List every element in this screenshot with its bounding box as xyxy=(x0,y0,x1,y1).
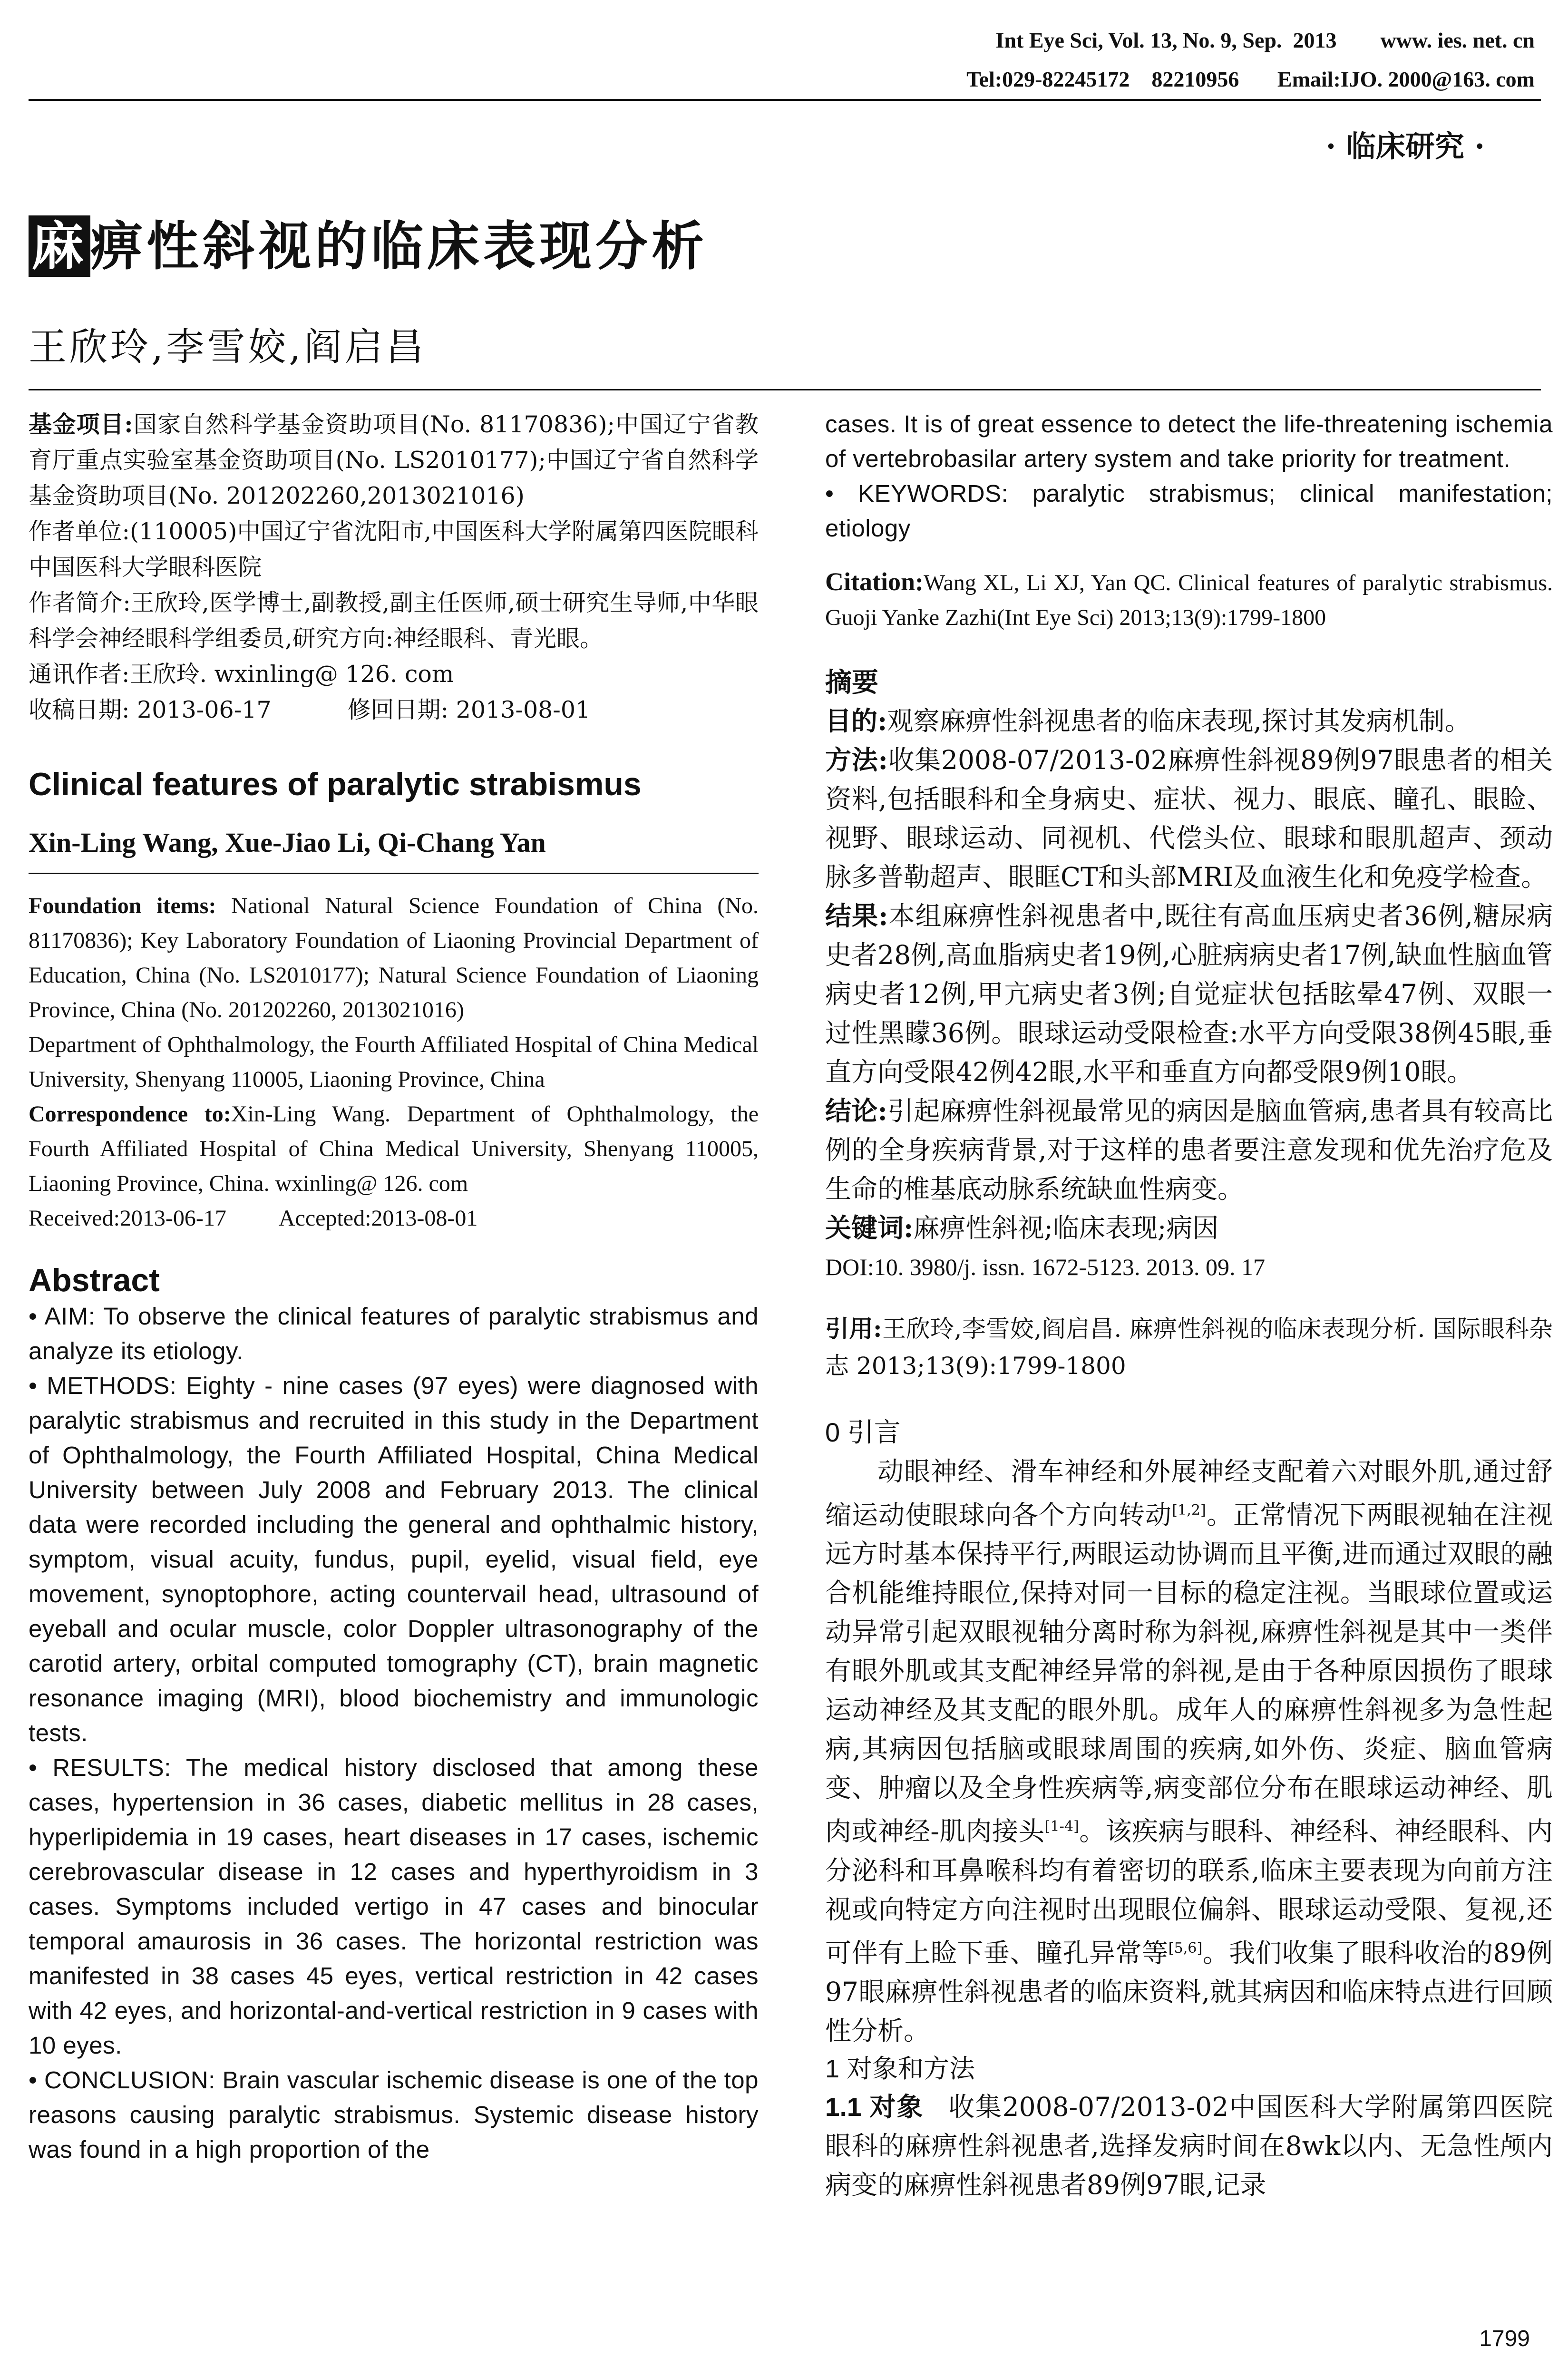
cn-abstract-heading: 摘要 xyxy=(825,667,878,698)
cn-abstract-conclusion: 结论:引起麻痹性斜视最常见的病因是脑血管病,患者具有较高比例的全身疾病背景,对于这样的患者要注意发现和优先治疗危及生命的椎基底动脉系统缺血性病变。 xyxy=(825,1095,1553,1204)
intro-heading: 0 引言 xyxy=(825,1417,901,1447)
abstract-heading: Abstract xyxy=(29,1262,160,1298)
methods-subject: 1.1 对象 收集2008-07/2013-02中国医科大学附属第四医院眼科的麻痹性斜视患者,选择发病时间在8wk以内、无急性颅内病变的麻痹性斜视患者89例97眼,记录 xyxy=(825,2091,1553,2200)
title-rest: 痹性斜视的临床表现分析 xyxy=(90,215,708,277)
cn-unit: 作者单位:(110005)中国辽宁省沈阳市,中国医科大学附属第四医院眼科 中国医科大学眼科医院 xyxy=(29,518,759,581)
citation: Citation:Wang XL, Li XJ, Yan QC. Clinical features of paralytic strabismus. Guoji Yanke Zazhi(Int Eye Sci) 2013;13(9):1799-1800 xyxy=(825,567,1553,630)
cn-abstract-methods: 方法:收集2008-07/2013-02麻痹性斜视89例97眼患者的相关资料,包括眼科和全身病史、症状、视力、眼底、瞳孔、眼睑、视野、眼球运动、同视机、代偿头位、眼球和眼肌超声、颈动脉多普勒超声、眼眶CT和头部MRI及血液生化和免疫学检查。 xyxy=(825,744,1553,892)
journal-header-line1: Int Eye Sci, Vol. 13, No. 9, Sep. 2013 www. ies. net. cn xyxy=(995,28,1535,52)
abstract-conclusion-part1: • CONCLUSION: Brain vascular ischemic disease is one of the top reasons causing paralytic strabismus. Systemic disease history was found in a high proportion of the xyxy=(29,2066,759,2163)
cn-bio: 作者简介:王欣玲,医学博士,副教授,副主任医师,硕士研究生导师,中华眼科学会神经眼科学组委员,研究方向:神经眼科、青光眼。 xyxy=(29,589,759,652)
en-authors: Xin-Ling Wang, Xue-Jiao Li, Qi-Chang Yan xyxy=(29,827,546,858)
en-fund: Foundation items: National Natural Science Foundation of China (No. 81170836); Key Laboratory Foundation of Liaoning Provincial Department of Education, China (No. LS2010177); Natural Science Foundation of Liaoning Province, China (No. 201202260, 2013021016) xyxy=(29,893,759,1023)
en-corr: Correspondence to:Xin-Ling Wang. Department of Ophthalmology, the Fourth Affiliated Hospital of China Medical University, Shenyang 110005, Liaoning Province, China. wxinling@ 126. com xyxy=(29,1101,759,1196)
journal-header-line2: Tel:029-82245172 82210956 Email:IJO. 2000@163. com xyxy=(966,67,1535,91)
cn-fund: 基金项目:国家自然科学基金资助项目(No. 81170836);中国辽宁省教育厅重点实验室基金资助项目(No. LS2010177);中国辽宁省自然科学基金资助项目(No. 201202260,2013021016) xyxy=(29,410,759,509)
intro-paragraph: 动眼神经、滑车神经和外展神经支配着六对眼外肌,通过舒缩运动使眼球向各个方向转动[1,2]。正常情况下两眼视轴在注视远方时基本保持平行,两眼运动协调而且平衡,进而通过双眼的融合机能维持眼位,保持对同一目标的稳定注视。当眼球位置或运动异常引起双眼视轴分离时称为斜视,麻痹性斜视是其中一类伴有眼外肌或其支配神经异常的斜视,是由于各种原因损伤了眼球运动神经及其支配的眼外肌。成年人的麻痹性斜视多为急性起病,其病因包括脑或眼球周围的疾病,如外伤、炎症、脑血管病变、肿瘤以及全身性疾病等,病变部位分布在眼球运动神经、肌肉或神经-肌肉接头[1-4]。该疾病与眼科、神经科、神经眼科、内分泌科和耳鼻喉科均有着密切的联系,临床主要表现为向前方注视或向特定方向注视时出现眼位偏斜、眼球运动受限、复视,还可伴有上睑下垂、瞳孔异常等[5,6]。我们收集了眼科收治的89例97眼麻痹性斜视患者的临床资料,就其病因和临床特点进行回顾性分析。 xyxy=(825,1456,1553,2046)
cn-citation: 引用:王欣玲,李雪姣,阎启昌. 麻痹性斜视的临床表现分析. 国际眼科杂志 2013;13(9):1799-1800 xyxy=(825,1315,1553,1380)
en-dates: Received:2013-06-17 Accepted:2013-08-01 xyxy=(29,1206,478,1231)
title-first-char: 麻 xyxy=(29,215,90,277)
en-title: Clinical features of paralytic strabismus xyxy=(29,766,642,802)
cn-abstract-aim: 目的:观察麻痹性斜视患者的临床表现,探讨其发病机制。 xyxy=(825,705,1471,736)
cn-doi: DOI:10. 3980/j. issn. 1672-5123. 2013. 09. 17 xyxy=(825,1254,1265,1280)
authors-cn: 王欣玲,李雪姣,阎启昌 xyxy=(29,325,427,369)
abstract-aim: • AIM: To observe the clinical features of paralytic strabismus and analyze its etiology. xyxy=(29,1303,759,1364)
cn-corr: 通讯作者:王欣玲. wxinling@ 126. com xyxy=(29,661,454,688)
en-dept: Department of Ophthalmology, the Fourth Affiliated Hospital of China Medical University, Shenyang 110005, Liaoning Province, China xyxy=(29,1032,759,1092)
header-rule xyxy=(29,99,1541,101)
section-label: · 临床研究 · xyxy=(1325,129,1485,164)
abstract-keywords: • KEYWORDS: paralytic strabismus; clinical manifestation; etiology xyxy=(825,480,1553,542)
title-rule xyxy=(29,389,1541,390)
cn-abstract-keywords: 关键词:麻痹性斜视;临床表现;病因 xyxy=(825,1212,1219,1243)
abstract-results: • RESULTS: The medical history disclosed that among these cases, hypertension in 36 cases, diabetic mellitus in 28 cases, hyperlipidemia in 19 cases, heart diseases in 17 cases, ischemic cerebrovascular disease in 12 cases and hyperthyroidism in 3 cases. Symptoms included vertigo in 47 cases and binocular temporal amaurosis in 36 cases. The horizontal restriction was manifested in 38 cases 45 eyes, vertical restriction in 42 cases with 42 eyes, and horizontal-and-vertical restriction in 9 cases with 10 eyes. xyxy=(29,1754,759,2059)
cn-dates: 收稿日期: 2013-06-17 修回日期: 2013-08-01 xyxy=(29,696,591,723)
abstract-methods: • METHODS: Eighty - nine cases (97 eyes) were diagnosed with paralytic strabismus and recruited in this study in the Department of Ophthalmology, the Fourth Affiliated Hospital, China Medical University between July 2008 and February 2013. The clinical data were recorded including the general and ophthalmic history, symptom, visual acuity, fundus, pupil, eyelid, visual field, eye movement, synoptophore, acting countervail head, ultrasound of eyeball and ocular muscle, color Doppler ultrasonography of the carotid artery, orbital computed tomography (CT), brain magnetic resonance imaging (MRI), blood biochemistry and immunologic tests. xyxy=(29,1372,759,1746)
right-column xyxy=(825,407,1553,2204)
left-column xyxy=(29,407,759,2167)
methods-heading: 1 对象和方法 xyxy=(825,2054,975,2083)
cn-abstract-results: 结果:本组麻痹性斜视患者中,既往有高血压病史者36例,糖尿病史者28例,高血脂病史者19例,心脏病病史者17例,缺血性脑血管病史者12例,甲亢病史者3例;自觉症状包括眩晕47例、双眼一过性黑矇36例。眼球运动受限检查:水平方向受限38例45眼,垂直方向受限42例42眼,水平和垂直方向都受限9例10眼。 xyxy=(825,900,1553,1087)
abstract-conclusion-part2: cases. It is of great essence to detect the life-threatening ischemia of vertebrobasilar artery system and take priority for treatment. xyxy=(825,410,1553,472)
page-number: 1799 xyxy=(1479,2326,1530,2351)
article-title xyxy=(29,205,708,280)
